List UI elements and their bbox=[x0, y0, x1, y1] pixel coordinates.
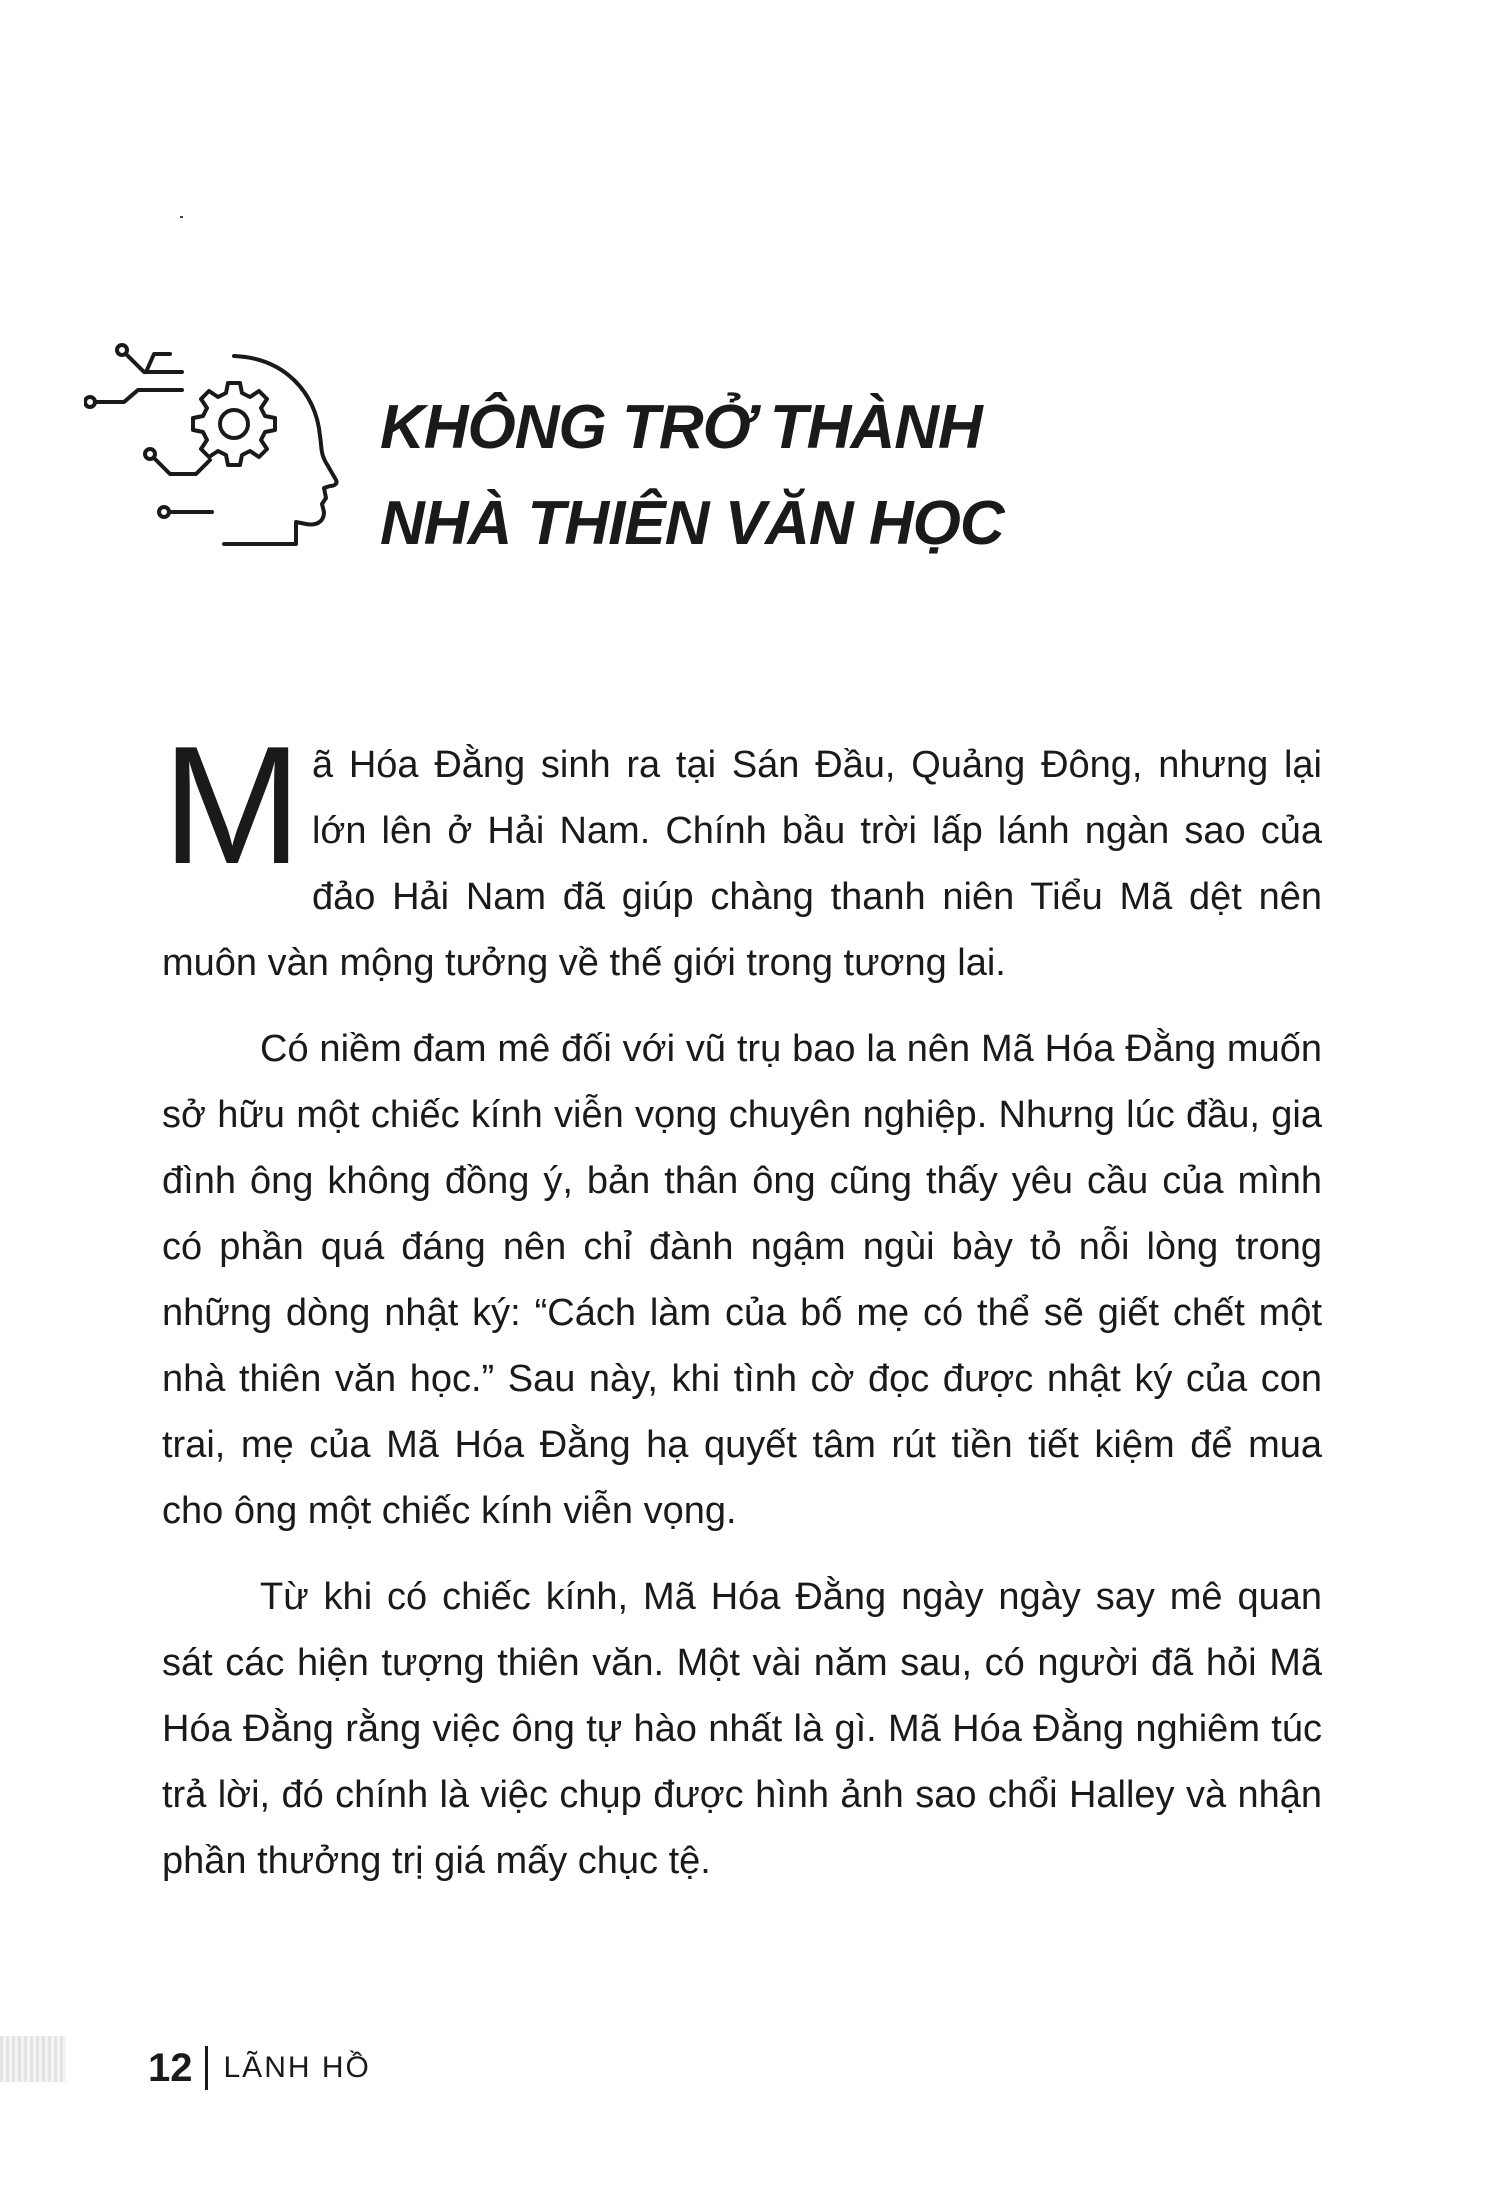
paragraph-3: Từ khi có chiếc kính, Mã Hóa Đằng ngày ngày say mê quan sát các hiện tượng thiên văn. Một vài năm sau, có người đã hỏi Mã Hóa Đằng rằng việc ông tự hào nhất là gì. Mã Hóa Đằng nghiêm túc trả lời, đó chính là việc chụp được hình ảnh sao chổi Halley và nhận phần thưởng trị giá mấy chục tệ. bbox=[162, 1576, 1322, 1882]
scan-speck bbox=[180, 216, 183, 218]
paragraph-1 bbox=[162, 711, 1322, 996]
drop-cap: M bbox=[162, 711, 302, 899]
chapter-title-line-1: KHÔNG TRỞ THÀNH bbox=[380, 393, 982, 462]
head-gear-circuit-icon bbox=[84, 336, 344, 566]
chapter-title-line-2: NHÀ THIÊN VĂN HỌC bbox=[380, 489, 1004, 558]
footer-divider bbox=[205, 2046, 208, 2090]
page-footer bbox=[148, 2038, 371, 2098]
paragraph-1-text: ã Hóa Đằng sinh ra tại Sán Đầu, Quảng Đông, nhưng lại lớn lên ở Hải Nam. Chính bầu trời lấp lánh ngàn sao của đảo Hải Nam đã giúp chàng thanh niên Tiểu Mã dệt nên muôn vàn mộng tưởng về thế giới trong tương lai. bbox=[162, 744, 1322, 984]
page-number: 12 bbox=[148, 2045, 193, 2090]
running-head-author: LÃNH HỒ bbox=[223, 2051, 371, 2084]
paragraph-2: Có niềm đam mê đối với vũ trụ bao la nên Mã Hóa Đằng muốn sở hữu một chiếc kính viễn vọng chuyên nghiệp. Nhưng lúc đầu, gia đình ông không đồng ý, bản thân ông cũng thấy yêu cầu của mình có phần quá đáng nên chỉ đành ngậm ngùi bày tỏ nỗi lòng trong những dòng nhật ký: “Cách làm của bố mẹ có thể sẽ giết chết một nhà thiên văn học.” Sau này, khi tình cờ đọc được nhật ký của con trai, mẹ của Mã Hóa Đằng hạ quyết tâm rút tiền tiết kiệm để mua cho ông một chiếc kính viễn vọng. bbox=[162, 1028, 1322, 1532]
chapter-title bbox=[380, 380, 1004, 572]
body-text bbox=[162, 711, 1322, 1894]
scan-mark bbox=[0, 2036, 66, 2082]
